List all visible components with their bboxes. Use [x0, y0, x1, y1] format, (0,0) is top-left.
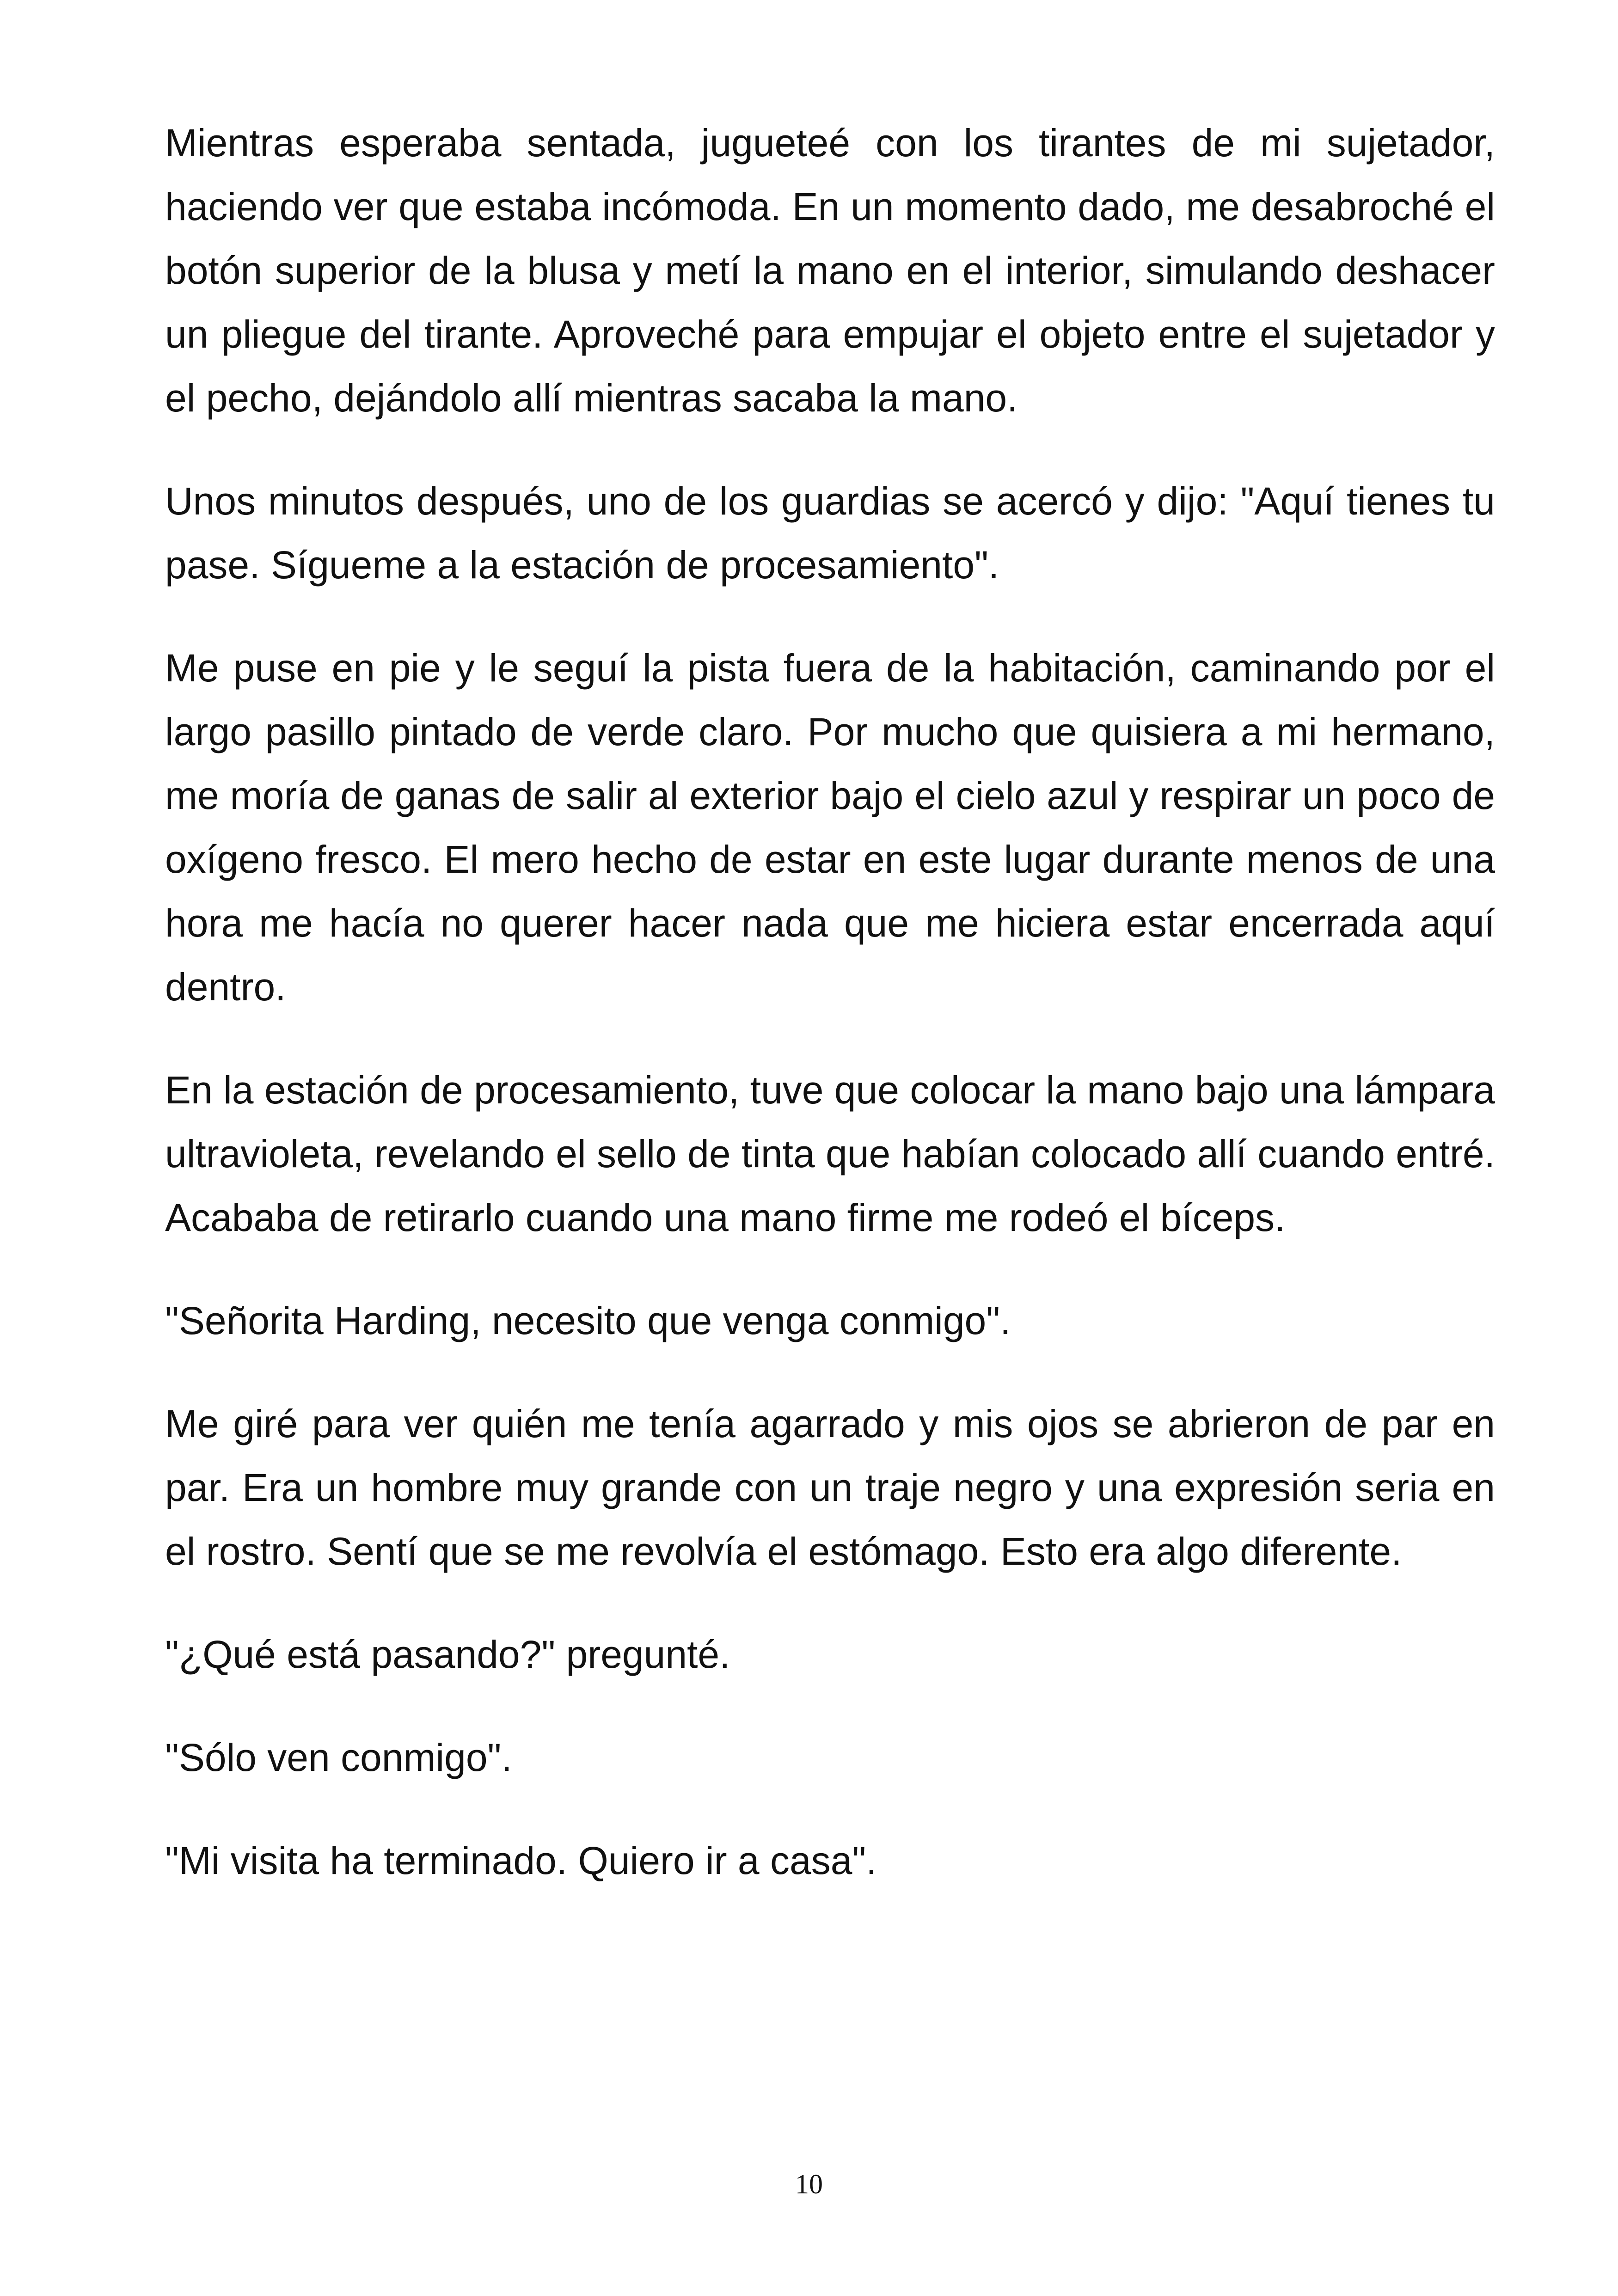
paragraph: Mientras esperaba sentada, jugueteé con los tirantes de mi sujetador, haciendo ver que estaba incómoda. En un momento dado, me desabroché el botón superior de la blusa y metí la mano en el interior, simulando deshacer un pliegue del tirante. Aproveché para empujar el objeto entre el sujetador y el pecho, dejándolo allí mientras sacaba la mano.	[165, 121, 1495, 420]
paragraph: Me giré para ver quién me tenía agarrado y mis ojos se abrieron de par en par. Era un hombre muy grande con un traje negro y una expresión seria en el rostro. Sentí que se me revolvía el estómago. Esto era algo diferente.	[165, 1402, 1495, 1573]
paragraph: Me puse en pie y le seguí la pista fuera de la habitación, caminando por el largo pasillo pintado de verde claro. Por mucho que quisiera a mi hermano, me moría de ganas de salir al exterior bajo el cielo azul y respirar un poco de oxígeno fresco. El mero hecho de estar en este lugar durante menos de una hora me hacía no querer hacer nada que me hiciera estar encerrada aquí dentro.	[165, 646, 1495, 1009]
paragraph: Unos minutos después, uno de los guardias se acercó y dijo: "Aquí tienes tu pase. Sígueme a la estación de procesamiento".	[165, 479, 1495, 587]
paragraph: "¿Qué está pasando?" pregunté.	[165, 1633, 730, 1676]
paragraph: "Sólo ven conmigo".	[165, 1736, 512, 1779]
text-body	[165, 111, 1495, 1932]
paragraph: En la estación de procesamiento, tuve que colocar la mano bajo una lámpara ultravioleta, revelando el sello de tinta que habían colocado allí cuando entré. Acababa de retirarlo cuando una mano firme me rodeó el bíceps.	[165, 1068, 1495, 1239]
paragraph: "Mi visita ha terminado. Quiero ir a casa".	[165, 1839, 877, 1882]
page-number: 10	[795, 2169, 823, 2199]
paragraph: "Señorita Harding, necesito que venga conmigo".	[165, 1299, 1011, 1342]
